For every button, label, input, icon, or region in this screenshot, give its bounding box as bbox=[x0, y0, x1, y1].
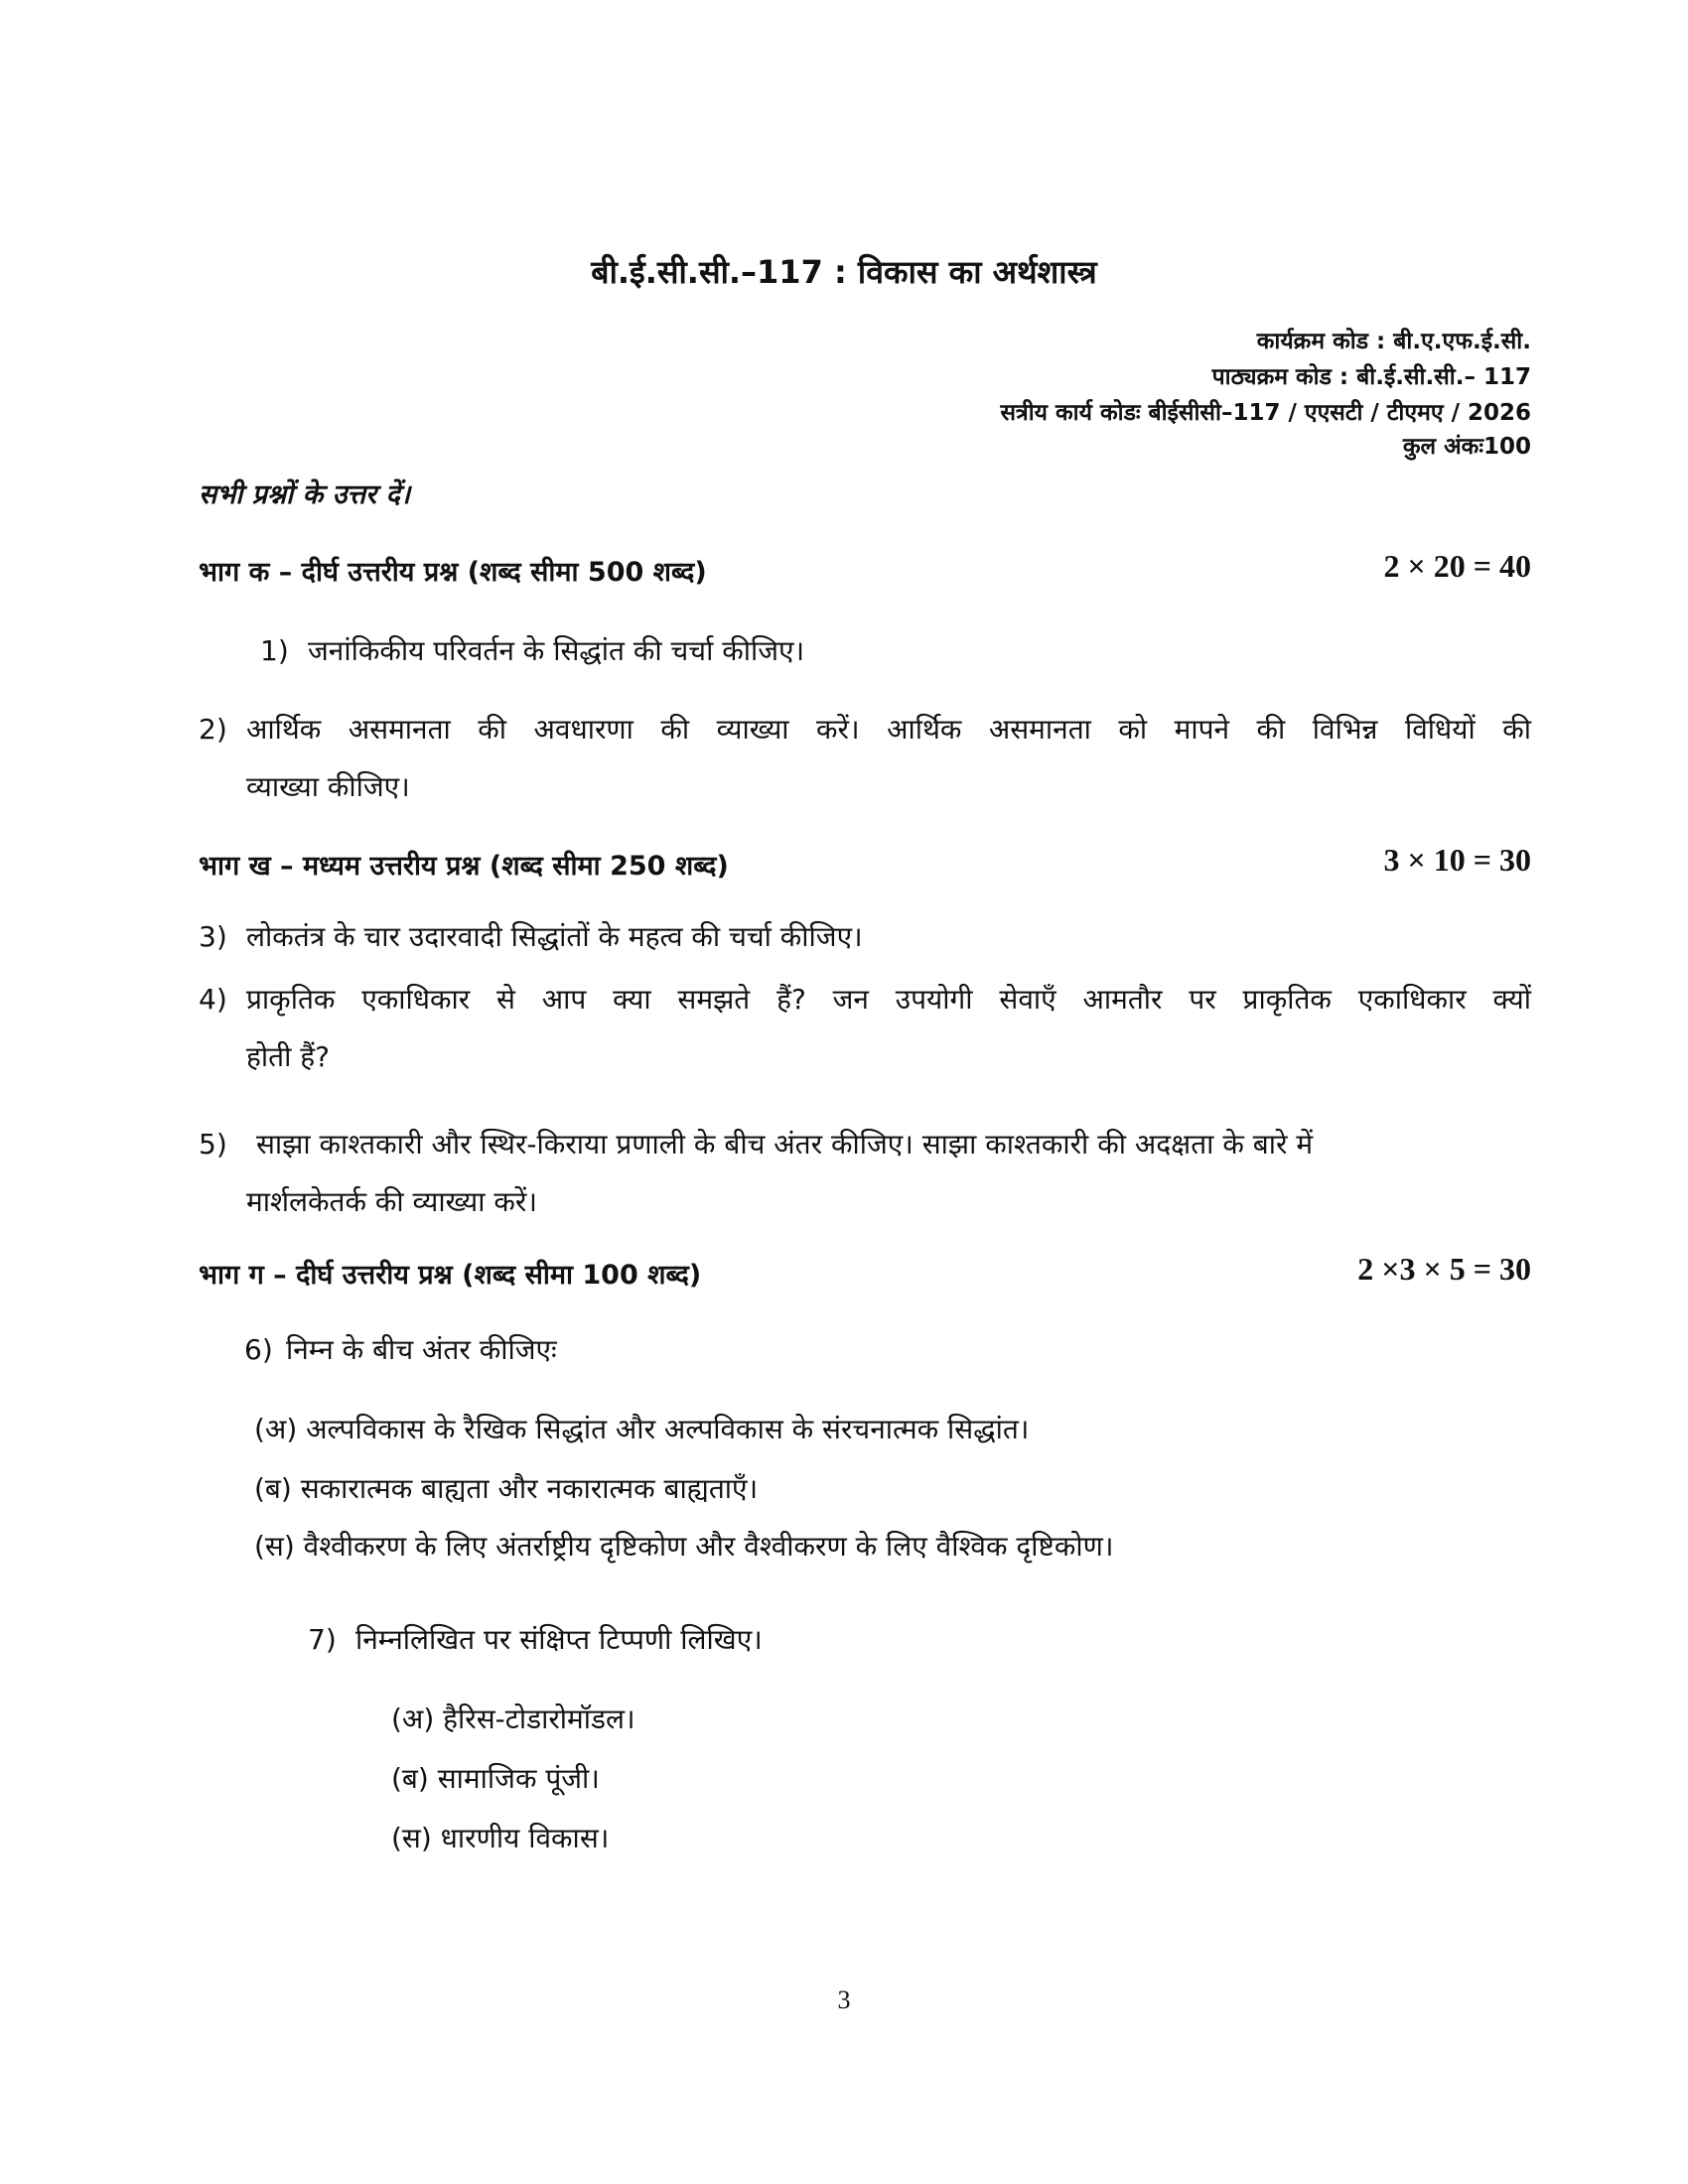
page-number: 3 bbox=[837, 1985, 851, 2014]
question-number: 5) bbox=[199, 1128, 227, 1160]
question-text: निम्नलिखित पर संक्षिप्त टिप्पणी लिखिए। bbox=[355, 1623, 763, 1656]
assignment-code: सत्रीय कार्य कोडः बीईसीसी–117 / एएसटी / टीएमए / 2026 bbox=[1000, 400, 1531, 426]
question-2 bbox=[199, 701, 1531, 816]
question-text-line2: होती हैं? bbox=[246, 1040, 330, 1073]
question-4 bbox=[199, 971, 1531, 1086]
question-text-line1: प्राकृतिक एकाधिकार से आप क्या समझते हैं? जन उपयोगी सेवाएँ आमतौर पर प्राकृतिक एकाधिकार क्यों bbox=[246, 983, 1531, 1016]
section-a-heading: भाग क – दीर्घ उत्तरीय प्रश्न (शब्द सीमा 500 शब्द) bbox=[199, 557, 707, 588]
course-code: पाठ्यक्रम कोड : बी.ई.सी.सी.– 117 bbox=[1211, 364, 1531, 390]
question-7-part-c: (स) धारणीय विकास। bbox=[391, 1822, 610, 1854]
question-text: जनांकिकीय परिवर्तन के सिद्धांत की चर्चा कीजिए। bbox=[308, 634, 805, 667]
question-1 bbox=[260, 631, 804, 669]
question-text-line1: आर्थिक असमानता की अवधारणा की व्याख्या करें। आर्थिक असमानता को मापने की विभिन्न विधियों की bbox=[246, 713, 1531, 746]
section-b-heading: भाग ख – मध्यम उत्तरीय प्रश्न (शब्द सीमा 250 शब्द) bbox=[199, 851, 729, 882]
question-6-part-a: (अ) अल्पविकास के रैखिक सिद्धांत और अल्पविकास के संरचनात्मक सिद्धांत। bbox=[254, 1413, 1030, 1445]
question-number: 1) bbox=[260, 634, 289, 667]
section-c-heading: भाग ग – दीर्घ उत्तरीय प्रश्न (शब्द सीमा 100 शब्द) bbox=[199, 1260, 702, 1291]
instruction: सभी प्रश्नों के उत्तर दें। bbox=[199, 479, 411, 510]
question-number: 3) bbox=[199, 920, 227, 953]
question-6 bbox=[244, 1330, 557, 1368]
question-7-part-a: (अ) हैरिस-टोडारोमॉडल। bbox=[391, 1703, 635, 1735]
program-code: कार्यक्रम कोड : बी.ए.एफ.ई.सी. bbox=[1256, 329, 1531, 354]
total-marks: कुल अंकः100 bbox=[1402, 434, 1531, 460]
question-5 bbox=[199, 1116, 1313, 1231]
question-number: 7) bbox=[308, 1623, 337, 1656]
question-text-line1: साझा काश्तकारी और स्थिर-किराया प्रणाली के बीच अंतर कीजिए। साझा काश्तकारी की अदक्षता के बारे में bbox=[256, 1128, 1314, 1160]
question-text-line2: व्याख्या कीजिए। bbox=[246, 770, 410, 803]
question-6-part-c: (स) वैश्वीकरण के लिए अंतर्राष्ट्रीय दृष्टिकोण और वैश्वीकरण के लिए वैश्विक दृष्टिकोण। bbox=[254, 1530, 1114, 1563]
question-number: 4) bbox=[199, 983, 227, 1016]
question-7 bbox=[308, 1620, 763, 1658]
document-title: बी.ई.सी.सी.–117 : विकास का अर्थशास्त्र bbox=[591, 253, 1097, 291]
question-number: 6) bbox=[244, 1333, 273, 1366]
question-text: लोकतंत्र के चार उदारवादी सिद्धांतों के महत्व की चर्चा कीजिए। bbox=[246, 920, 863, 953]
question-text-line2: मार्शलकेतर्क की व्याख्या करें। bbox=[246, 1185, 537, 1218]
section-a-marks: 2 × 20 = 40 bbox=[1383, 548, 1531, 584]
section-b-marks: 3 × 10 = 30 bbox=[1383, 842, 1531, 878]
question-7-part-b: (ब) सामाजिक पूंजी। bbox=[391, 1762, 600, 1795]
question-3 bbox=[199, 917, 863, 955]
section-c-marks: 2 ×3 × 5 = 30 bbox=[1357, 1251, 1531, 1287]
question-number: 2) bbox=[199, 713, 227, 746]
question-6-part-b: (ब) सकारात्मक बाह्यता और नकारात्मक बाह्यताएँ। bbox=[254, 1472, 759, 1505]
question-text: निम्न के बीच अंतर कीजिएः bbox=[286, 1333, 557, 1366]
